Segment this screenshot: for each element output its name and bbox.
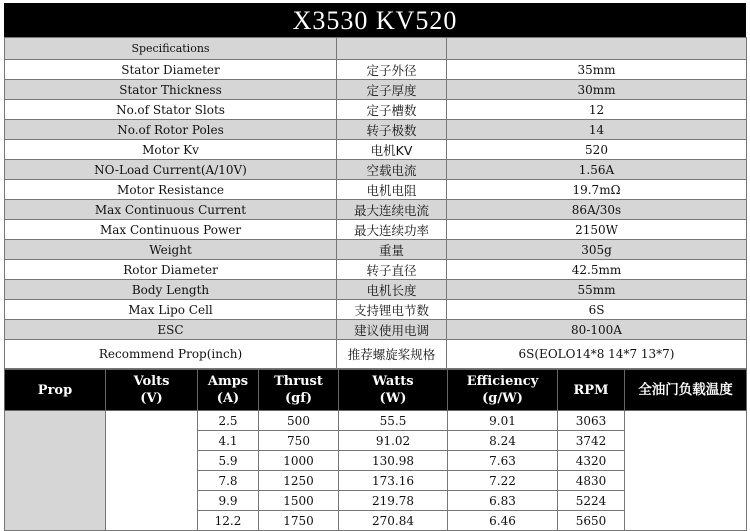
spec-label-cn: 最大连续功率 (337, 220, 447, 240)
spec-value: 6S(EOLO14*8 14*7 13*7) (447, 340, 747, 369)
spec-label-cn: 定子厚度 (337, 80, 447, 100)
perf-header-unit: (V) (140, 391, 163, 406)
spec-header-row (5, 38, 747, 60)
perf-cell: 5650 (558, 511, 625, 531)
spec-value: 30mm (447, 80, 747, 100)
perf-cell: 130.98 (339, 451, 448, 471)
spec-label-en: Weight (5, 240, 337, 260)
performance-header-row (5, 370, 747, 411)
perf-cell: 6.83 (448, 491, 558, 511)
spec-row (5, 180, 747, 200)
volts-cell (106, 411, 198, 531)
perf-cell: 270.84 (339, 511, 448, 531)
perf-header-label: Efficiency (466, 374, 539, 389)
spec-label-cn: 支持锂电节数 (337, 300, 447, 320)
spec-value: 305g (447, 240, 747, 260)
perf-cell: 2.5 (198, 411, 259, 431)
spec-label-en: Motor Resistance (5, 180, 337, 200)
perf-header-cell (339, 370, 448, 411)
perf-cell: 4830 (558, 471, 625, 491)
page-title: X3530 KV520 (4, 3, 746, 37)
perf-cell: 6.46 (448, 511, 558, 531)
spec-label-cn: 电机KV (337, 140, 447, 160)
perf-header-label: RPM (573, 382, 609, 398)
perf-header-unit: (W) (379, 391, 407, 406)
perf-cell: 1250 (259, 471, 339, 491)
spec-label-en: No.of Rotor Poles (5, 120, 337, 140)
spec-row (5, 80, 747, 100)
perf-cell: 1500 (259, 491, 339, 511)
perf-cell: 500 (259, 411, 339, 431)
specifications-table (4, 37, 747, 369)
spec-value: 80-100A (447, 320, 747, 340)
perf-cell: 9.9 (198, 491, 259, 511)
spec-row (5, 100, 747, 120)
spec-label-en: NO-Load Current(A/10V) (5, 160, 337, 180)
perf-cell: 8.24 (448, 431, 558, 451)
perf-cell: 7.63 (448, 451, 558, 471)
perf-cell: 3063 (558, 411, 625, 431)
spec-label-cn: 转子直径 (337, 260, 447, 280)
perf-header-unit: (gf) (285, 391, 312, 406)
spec-row (5, 260, 747, 280)
spec-label-cn: 定子槽数 (337, 100, 447, 120)
spec-value: 19.7mΩ (447, 180, 747, 200)
spec-value: 2150W (447, 220, 747, 240)
perf-cell: 219.78 (339, 491, 448, 511)
perf-header-cell (259, 370, 339, 411)
spec-label-en: Recommend Prop(inch) (5, 340, 337, 369)
spec-value: 520 (447, 140, 747, 160)
spec-label-cn: 建议使用电调 (337, 320, 447, 340)
spec-row (5, 140, 747, 160)
spec-label-en: Max Lipo Cell (5, 300, 337, 320)
spec-row (5, 200, 747, 220)
spec-label-cn: 转子极数 (337, 120, 447, 140)
spec-label-en: Stator Thickness (5, 80, 337, 100)
spec-row (5, 300, 747, 320)
spec-label-cn: 推荐螺旋桨规格 (337, 340, 447, 369)
perf-cell: 9.01 (448, 411, 558, 431)
spec-row (5, 320, 747, 340)
spec-header-label: Specifications (5, 38, 337, 60)
spec-label-en: Body Length (5, 280, 337, 300)
spec-label-en: Max Continuous Power (5, 220, 337, 240)
spec-value: 1.56A (447, 160, 747, 180)
perf-header-label: Prop (37, 382, 73, 398)
spec-row (5, 60, 747, 80)
temperature-cell (625, 411, 747, 531)
spec-value: 55mm (447, 280, 747, 300)
spec-row (5, 280, 747, 300)
perf-cell: 55.5 (339, 411, 448, 431)
perf-header-unit: (g/W) (482, 391, 523, 406)
spec-label-en: Motor Kv (5, 140, 337, 160)
spec-row (5, 340, 747, 369)
perf-header-cell (198, 370, 259, 411)
perf-header-label: Watts (372, 374, 414, 389)
perf-cell: 4.1 (198, 431, 259, 451)
spec-value: 14 (447, 120, 747, 140)
spec-label-en: Max Continuous Current (5, 200, 337, 220)
table-row (5, 411, 747, 431)
performance-table (4, 369, 747, 531)
spec-row (5, 160, 747, 180)
spec-row (5, 240, 747, 260)
perf-cell: 12.2 (198, 511, 259, 531)
spec-label-en: Rotor Diameter (5, 260, 337, 280)
perf-cell: 3742 (558, 431, 625, 451)
perf-cell: 91.02 (339, 431, 448, 451)
perf-header-cell (558, 370, 625, 411)
spec-value: 86A/30s (447, 200, 747, 220)
perf-cell: 7.22 (448, 471, 558, 491)
perf-header-label: Thrust (274, 374, 323, 389)
spec-value: 6S (447, 300, 747, 320)
perf-header-label: Amps (207, 374, 249, 389)
spec-label-cn: 空载电流 (337, 160, 447, 180)
perf-cell: 7.8 (198, 471, 259, 491)
perf-cell: 5224 (558, 491, 625, 511)
spec-rows (5, 60, 747, 369)
spec-row (5, 220, 747, 240)
perf-cell: 1000 (259, 451, 339, 471)
prop-cell (5, 411, 106, 531)
perf-cell: 1750 (259, 511, 339, 531)
perf-cell: 750 (259, 431, 339, 451)
spec-value: 35mm (447, 60, 747, 80)
spec-label-en: ESC (5, 320, 337, 340)
spec-value: 12 (447, 100, 747, 120)
perf-cell: 4320 (558, 451, 625, 471)
perf-header-cell (5, 370, 106, 411)
spec-label-cn: 电机长度 (337, 280, 447, 300)
perf-header-cell (625, 370, 747, 411)
spec-label-en: Stator Diameter (5, 60, 337, 80)
perf-header-cell (448, 370, 558, 411)
perf-header-label: Volts (133, 374, 170, 389)
perf-cell: 173.16 (339, 471, 448, 491)
perf-header-cell (106, 370, 198, 411)
spec-row (5, 120, 747, 140)
spec-label-cn: 最大连续电流 (337, 200, 447, 220)
spec-value: 42.5mm (447, 260, 747, 280)
perf-header-unit: (A) (216, 391, 240, 406)
perf-header-label: 全油门负载温度 (638, 381, 733, 398)
spec-label-cn: 重量 (337, 240, 447, 260)
spec-label-cn: 定子外径 (337, 60, 447, 80)
spec-label-en: No.of Stator Slots (5, 100, 337, 120)
performance-rows (5, 411, 747, 531)
spec-label-cn: 电机电阻 (337, 180, 447, 200)
perf-cell: 5.9 (198, 451, 259, 471)
